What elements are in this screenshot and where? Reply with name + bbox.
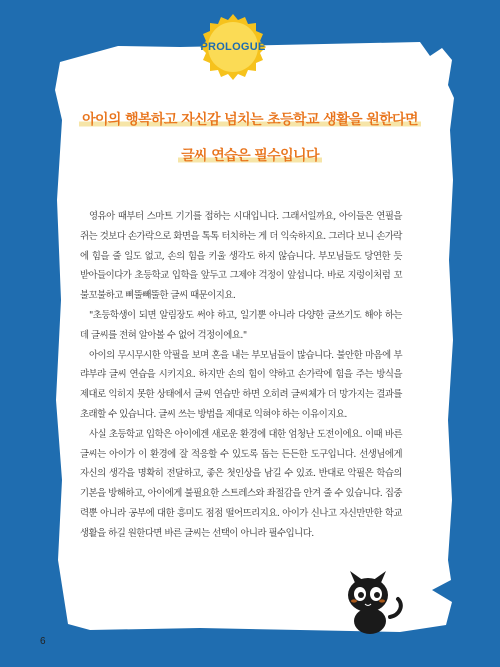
body-text (80, 207, 402, 544)
prologue-label: PROLOGUE (200, 41, 266, 53)
paragraph: 영유아 때부터 스마트 기기를 접하는 시대입니다. 그래서일까요, 아이들은 연필을 쥐는 것보다 손가락으로 화면을 톡톡 터치하는 게 더 익숙하지요. 그러다 보니 손가락에 힘을 줄 일도 없고, 손의 힘을 키울 생각도 하지 않습니다. 부모님들도 당연한 듯 받아들이다가 초등학교 입학을 앞두고 그제야 걱정이 앞섭니다. 바로 지렁이처럼 꼬불꼬불하고 삐뚤빼뚤한 글씨 때문이지요. (80, 211, 402, 302)
black-cat-icon (340, 565, 410, 635)
title-line-1: 아이의 행복하고 자신감 넘치는 초등학교 생활을 원한다면 (0, 109, 500, 129)
title-line-2: 글씨 연습은 필수입니다 (0, 145, 500, 165)
paragraph: 아이의 무시무시한 악필을 보며 혼을 내는 부모님들이 많습니다. 불안한 마음에 부랴부랴 글씨 연습을 시키지요. 하지만 손의 힘이 약하고 손가락에 힘을 주는 방식을 제대로 익히지 못한 상태에서 글씨 연습만 하면 오히려 글씨체가 더 망가지는 결과를 초래할 수 있습니다. 글씨 쓰는 방법을 제대로 익혀야 하는 이유이지요. (80, 349, 402, 420)
paragraph: 사실 초등학교 입학은 아이에겐 새로운 환경에 대한 엄청난 도전이에요. 이때 바른 글씨는 아이가 이 환경에 잘 적응할 수 있도록 돕는 든든한 도구입니다. 선생님에게 자신의 생각을 명확히 전달하고, 좋은 첫인상을 남길 수 있죠. 반대로 악필은 학습의 기본을 방해하고, 아이에게 불필요한 스트레스와 좌절감을 안겨 줄 수 있습니다. 집중력뿐 아니라 공부에 대한 흥미도 점점 떨어뜨리지요. 아이가 신나고 자신만만한 학교생활을 하길 원한다면 바른 글씨는 선택이 아니라 필수입니다. (80, 428, 402, 539)
page-number: 6 (40, 636, 46, 647)
paragraph: "초등학생이 되면 알림장도 써야 하고, 일기뿐 아니라 다양한 글쓰기도 해야 하는데 글씨를 전혀 알아볼 수 없어 걱정이에요." (80, 309, 402, 341)
